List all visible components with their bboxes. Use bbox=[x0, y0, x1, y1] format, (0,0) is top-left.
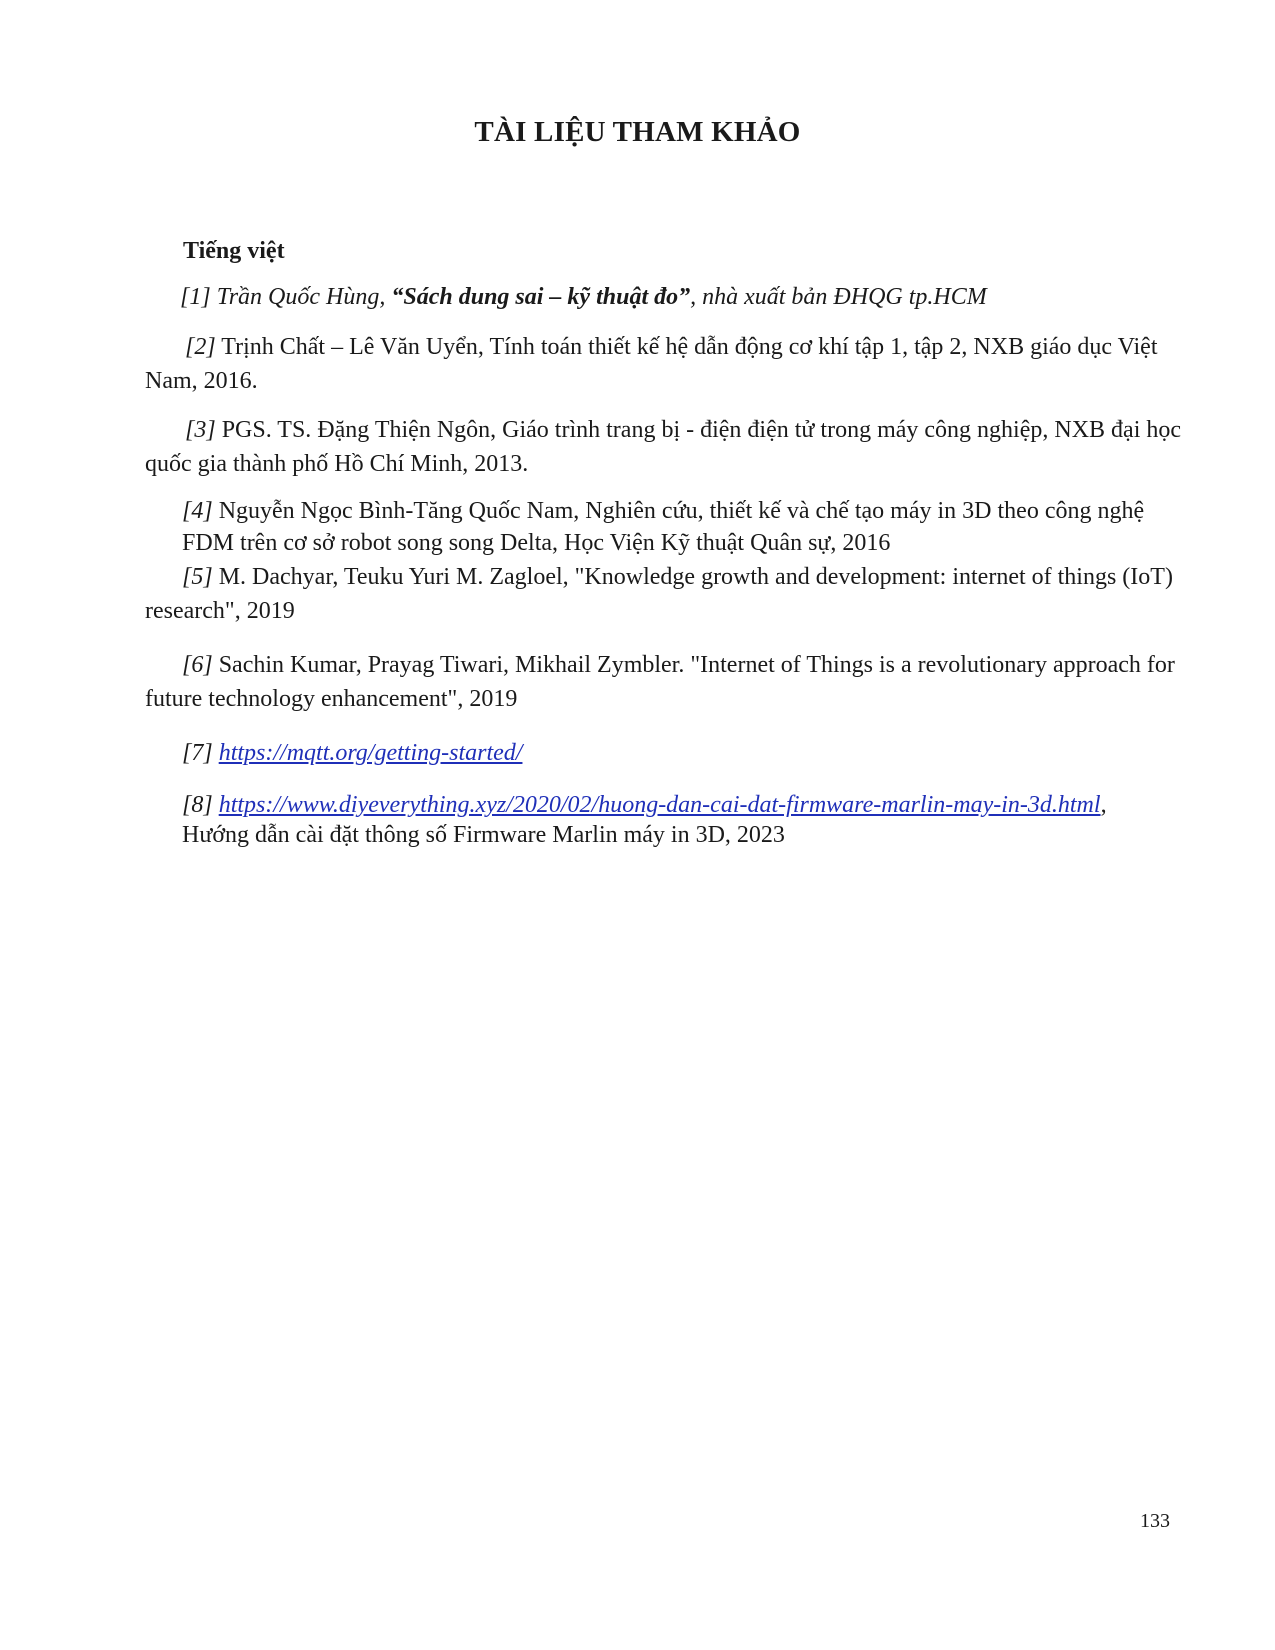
reference-4 bbox=[182, 495, 1162, 559]
reference-2-number: [2] bbox=[185, 334, 216, 360]
reference-8-text: , Hướng dẫn cài đặt thông số Firmware Marlin máy in 3D, 2023 bbox=[182, 792, 1107, 848]
reference-1-author: Trần Quốc Hùng, bbox=[216, 284, 392, 310]
reference-7-link[interactable]: https://mqtt.org/getting-started/ bbox=[218, 740, 523, 766]
reference-1-number: [1] bbox=[180, 284, 211, 310]
reference-3-text: PGS. TS. Đặng Thiện Ngôn, Giáo trình trang bị - điện điện tử trong máy công nghiệp, NXB đại học quốc gia thành phố Hồ Chí Minh, 2013. bbox=[145, 417, 1182, 477]
reference-5 bbox=[145, 560, 1190, 628]
reference-7-number: [7] bbox=[182, 740, 213, 766]
reference-6-text: Sachin Kumar, Prayag Tiwari, Mikhail Zymbler. "Internet of Things is a revolutionary approach for future technology enhancement", 2019 bbox=[145, 652, 1175, 712]
reference-4-number: [4] bbox=[182, 498, 213, 524]
section-heading: Tiếng việt bbox=[183, 238, 285, 264]
reference-7 bbox=[182, 736, 1162, 770]
page-title: TÀI LIỆU THAM KHẢO bbox=[474, 116, 801, 148]
reference-1-book-title: “Sách dung sai – kỹ thuật đo” bbox=[391, 284, 691, 310]
reference-8-link[interactable]: https://www.diyeverything.xyz/2020/02/huong-dan-cai-dat-firmware-marlin-may-in-3d.html bbox=[218, 792, 1101, 818]
reference-8-number: [8] bbox=[182, 792, 213, 818]
reference-3-number: [3] bbox=[185, 417, 216, 443]
reference-2-text: Trịnh Chất – Lê Văn Uyển, Tính toán thiết kế hệ dẫn động cơ khí tập 1, tập 2, NXB giáo dục Việt Nam, 2016. bbox=[145, 334, 1158, 394]
reference-1-publisher: , nhà xuất bản ĐHQG tp.HCM bbox=[690, 284, 987, 310]
reference-5-text: M. Dachyar, Teuku Yuri M. Zagloel, "Knowledge growth and development: internet of things (IoT) research", 2019 bbox=[145, 564, 1173, 624]
reference-8 bbox=[182, 790, 1142, 850]
reference-6-number: [6] bbox=[182, 652, 213, 678]
reference-3 bbox=[145, 413, 1190, 481]
reference-2 bbox=[145, 330, 1190, 398]
reference-1 bbox=[145, 280, 1190, 314]
reference-4-text: Nguyễn Ngọc Bình-Tăng Quốc Nam, Nghiên cứu, thiết kế và chế tạo máy in 3D theo công nghệ FDM trên cơ sở robot song song Delta, Học Viện Kỹ thuật Quân sự, 2016 bbox=[182, 498, 1145, 556]
reference-6 bbox=[145, 648, 1190, 716]
page-number: 133 bbox=[1140, 1510, 1170, 1532]
reference-5-number: [5] bbox=[182, 564, 213, 590]
